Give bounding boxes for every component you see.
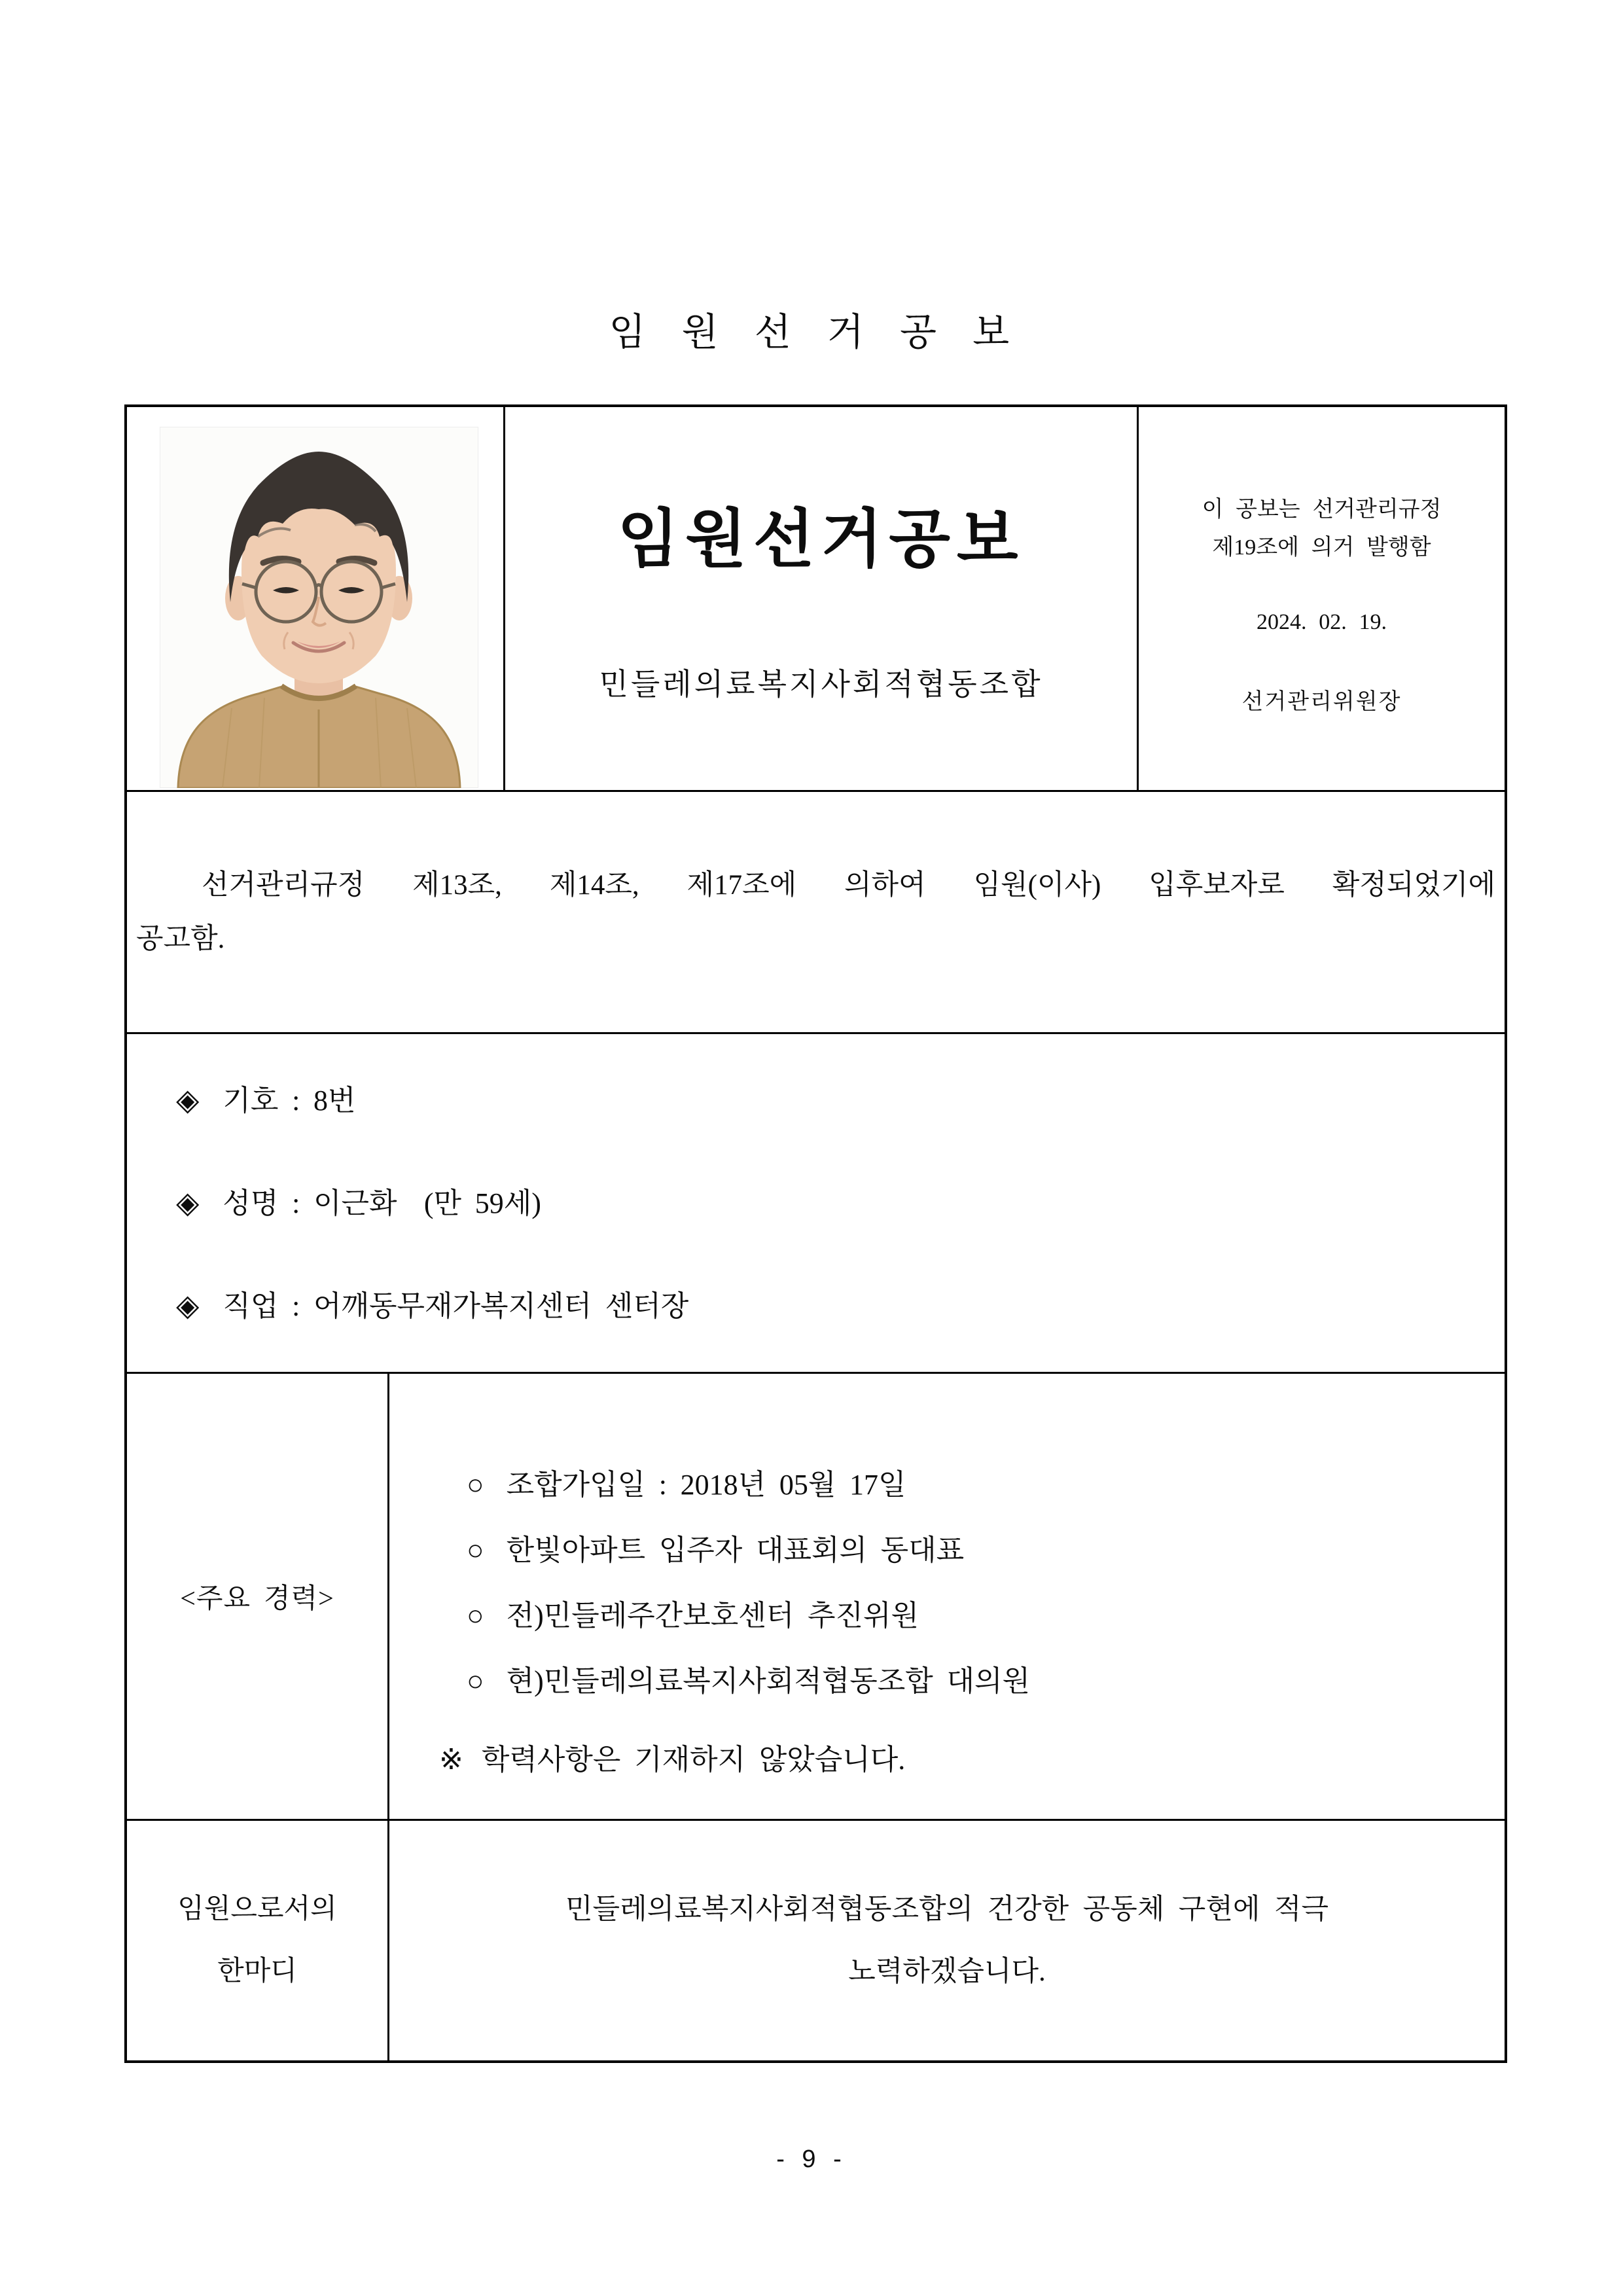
career-item-text: 한빛아파트 입주자 대표회의 동대표 xyxy=(506,1534,965,1566)
info-item-text: 직업 : 어깨동무재가복지센터 센터장 xyxy=(223,1289,689,1322)
message-line-1: 민들레의료복지사회적협동조합의 건강한 공동체 구현에 적극 xyxy=(565,1894,1329,1925)
header-row xyxy=(127,407,1505,790)
election-bulletin-table xyxy=(124,404,1507,2063)
career-label-cell xyxy=(127,1374,387,1819)
message-row xyxy=(127,1819,1505,2060)
diamond-bullet-icon: ◈ xyxy=(176,1083,200,1117)
career-item-text: 전)민들레주간보호센터 추진위원 xyxy=(506,1600,919,1632)
message-label-cell xyxy=(127,1821,387,2060)
info-item-text: 성명 : 이근화 (만 59세) xyxy=(223,1187,541,1219)
page-footer: - 9 - xyxy=(776,2145,847,2173)
circle-bullet-icon: ○ xyxy=(467,1469,484,1501)
announcement-line-2: 공고함. xyxy=(136,923,225,954)
announcement-row xyxy=(127,790,1505,1032)
message-label-line-1: 임원으로서의 xyxy=(177,1894,337,1924)
page-title: 임 원 선 거 공 보 xyxy=(609,311,1023,353)
circle-bullet-icon: ○ xyxy=(467,1600,484,1632)
info-item-text: 기호 : 8번 xyxy=(223,1084,356,1117)
candidate-portrait-illustration xyxy=(160,427,478,788)
diamond-bullet-icon: ◈ xyxy=(176,1185,200,1219)
career-list xyxy=(387,1374,1505,1819)
candidate-photo xyxy=(160,427,478,788)
education-note xyxy=(439,1740,1505,1780)
career-item xyxy=(467,1583,1505,1649)
info-item-name xyxy=(176,1185,1505,1219)
career-item xyxy=(467,1649,1505,1714)
career-label: <주요 경력> xyxy=(180,1584,334,1614)
message-body xyxy=(387,1821,1505,2060)
title-cell xyxy=(503,407,1137,790)
announcement-line-1: 선거관리규정 제13조, 제14조, 제17조에 의하여 임원(이사) 입후보자로 확정되었기에 xyxy=(202,869,1495,901)
notice-line-2: 제19조에 의거 발행함 xyxy=(1212,535,1431,560)
bulletin-title: 임원선거공보 xyxy=(617,505,1025,575)
career-item xyxy=(467,1452,1505,1518)
diamond-bullet-icon: ◈ xyxy=(176,1288,200,1322)
career-item xyxy=(467,1518,1505,1583)
issue-date: 2024. 02. 19. xyxy=(1257,610,1387,634)
photo-cell xyxy=(127,407,503,790)
education-note-text: 학력사항은 기재하지 않았습니다. xyxy=(481,1744,906,1776)
circle-bullet-icon: ○ xyxy=(467,1534,484,1566)
org-name: 민들레의료복지사회적협동조합 xyxy=(599,668,1043,701)
career-item-text: 조합가입일 : 2018년 05월 17일 xyxy=(506,1469,906,1501)
reference-mark-icon: ※ xyxy=(439,1744,463,1776)
career-row xyxy=(127,1372,1505,1819)
notice-line-1: 이 공보는 선거관리규정 xyxy=(1202,497,1442,522)
candidate-info-row xyxy=(127,1032,1505,1372)
message-line-2: 노력하겠습니다. xyxy=(848,1956,1046,1987)
info-item-job xyxy=(176,1288,1505,1322)
circle-bullet-icon: ○ xyxy=(467,1665,484,1697)
notice-cell xyxy=(1137,407,1505,790)
issuer-title: 선거관리위원장 xyxy=(1241,690,1402,714)
career-item-text: 현)민들레의료복지사회적협동조합 대의원 xyxy=(506,1665,1030,1697)
message-label-line-2: 한마디 xyxy=(217,1956,297,1986)
info-item-number xyxy=(176,1083,1505,1117)
